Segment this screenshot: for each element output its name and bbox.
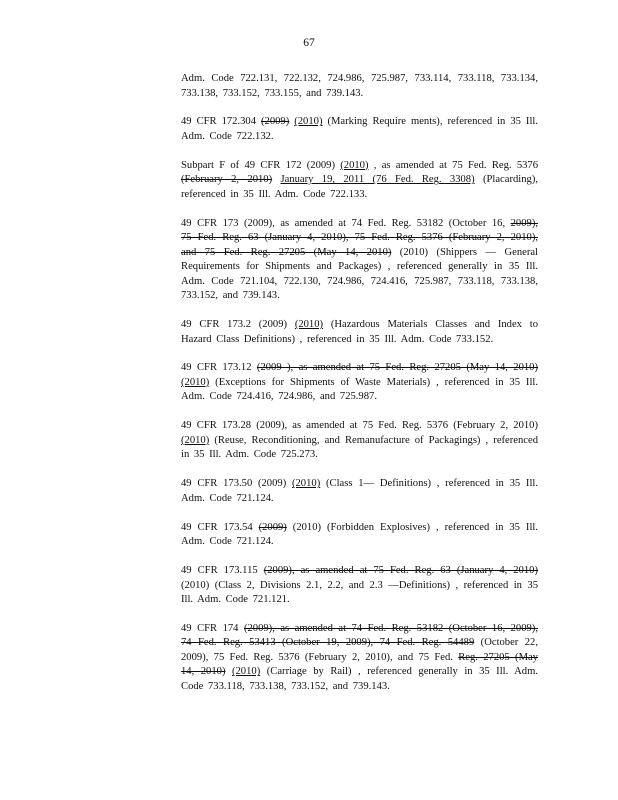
deleted-text: (2009), as amended at 75 Fed. Reg. 63 (January 4, 2010) [263,565,539,577]
reference-paragraph [181,115,538,144]
text-segment: (Hazardous Materials Classes and Index to Hazard Class Definitions) , referenced in 35 Ill. Adm. Code 733.152. [181,319,538,345]
reference-paragraph [181,318,538,347]
reference-paragraph [181,477,538,506]
text-segment: (October 22, 2009), 75 Fed. Reg. 5376 (February 2, 2010), and 75 Fed. [181,637,539,663]
inserted-text: (2010) [181,434,210,446]
text-segment: (Placarding), referenced in 35 Ill. Adm. Code 722.133. [181,174,538,200]
text-segment: (Reuse, Reconditioning, and Remanufacture of Packagings) , referenced in 35 Ill. Adm. Code 725.273. [181,434,538,461]
body-text [181,72,538,709]
inserted-text: (2010) [294,116,323,128]
deleted-text: (2009 ), as amended at 75 Fed. Reg. 27205 (May 14, 2010) [256,362,539,374]
text-segment: (Exceptions for Shipments of Waste Materials) , referenced in 35 Ill. Adm. Code 724.416, 724.986, and 725.987. [181,376,538,403]
reference-paragraph [181,622,538,695]
inserted-text: (2010) [181,376,210,388]
deleted-text: (2009) [261,116,290,128]
text-segment: Subpart F of 49 CFR 172 (2009) [181,159,341,171]
text-segment: (2010) (Shippers — General Requirements for Shipments and Packages) , referenced generally in 35 Ill. Adm. Code 721.104, 722.130, 724.986, 724.416, 725.987, 733.118, 733.138, 733.152, and 739.143. [181,246,538,302]
inserted-text: January 19, 2011 (76 Fed. Reg. 3308) [280,174,475,186]
deleted-text: 2009), 75 Fed. Reg. 63 (January 4, 2010), 75 Fed. Reg. 5376 (February 2, 2010), and 75 Fed. Reg. 27205 (May 14, 2010) [181,217,538,258]
text-segment: 49 CFR 173.2 (2009) [181,319,295,331]
inserted-text: (2010) [291,478,321,490]
text-segment: (Carriage by Rail) , referenced generally in 35 Ill. Adm. Code 733.118, 733.138, 733.152, and 739.143. [181,666,538,692]
text-segment: 49 CFR 173 (2009), as amended at 74 Fed. Reg. 53182 (October 16, [181,217,511,229]
text-segment: (2010) (Class 2, Divisions 2.1, 2.2, and 2.3 —Definitions) , referenced in 35 Ill. Adm. Code 721.121. [181,579,538,606]
text-segment: 49 CFR 173.115 [181,565,264,577]
text-segment: (Class 1— Definitions) , referenced in 35 Ill. Adm. Code 721.124. [181,478,538,504]
inserted-text: (2010) [294,319,324,331]
deleted-text: (2009) [258,521,287,533]
reference-paragraph [181,361,538,405]
reference-paragraph [181,564,538,608]
reference-paragraph [181,72,538,101]
text-segment: 49 CFR 173.54 [181,521,259,533]
text-segment: , as amended at 75 Fed. Reg. 5376 [368,159,539,171]
deleted-text: Reg. 27205 (May 14, 2010) [181,651,538,678]
text-segment: 49 CFR 172.304 [181,116,261,128]
text-segment: 49 CFR 173.28 (2009), as amended at 75 Fed. Reg. 5376 (February 2, 2010) [181,420,538,432]
inserted-text: (2010) [340,159,369,171]
deleted-text: (February 2, 2010) [181,174,273,186]
reference-paragraph [181,521,538,550]
reference-paragraph [181,217,538,304]
page-number: 67 [303,37,315,49]
inserted-text: (2010) [231,666,261,678]
text-segment: 49 CFR 174 [181,622,244,634]
text-segment: (2010) (Forbidden Explosives) , referenced in 35 Ill. Adm. Code 721.124. [181,521,538,548]
deleted-text: (2009), as amended at 74 Fed. Reg. 53182 (October 16, 2009), 74 Fed. Reg. 53413 (October 19, 2009), 74 Fed. Reg. 54489 [181,622,538,649]
reference-paragraph [181,159,538,203]
text-segment: 49 CFR 173.12 [181,362,257,374]
reference-paragraph [181,419,538,463]
text-segment: Adm. Code 722.131, 722.132, 724.986, 725.987, 733.114, 733.118, 733.134, 733.138, 733.152, 733.155, and 739.143. [181,73,538,99]
text-segment: 49 CFR 173.50 (2009) [181,478,292,490]
text-segment: (Marking Require ments), referenced in 35 Ill. Adm. Code 722.132. [181,116,538,142]
